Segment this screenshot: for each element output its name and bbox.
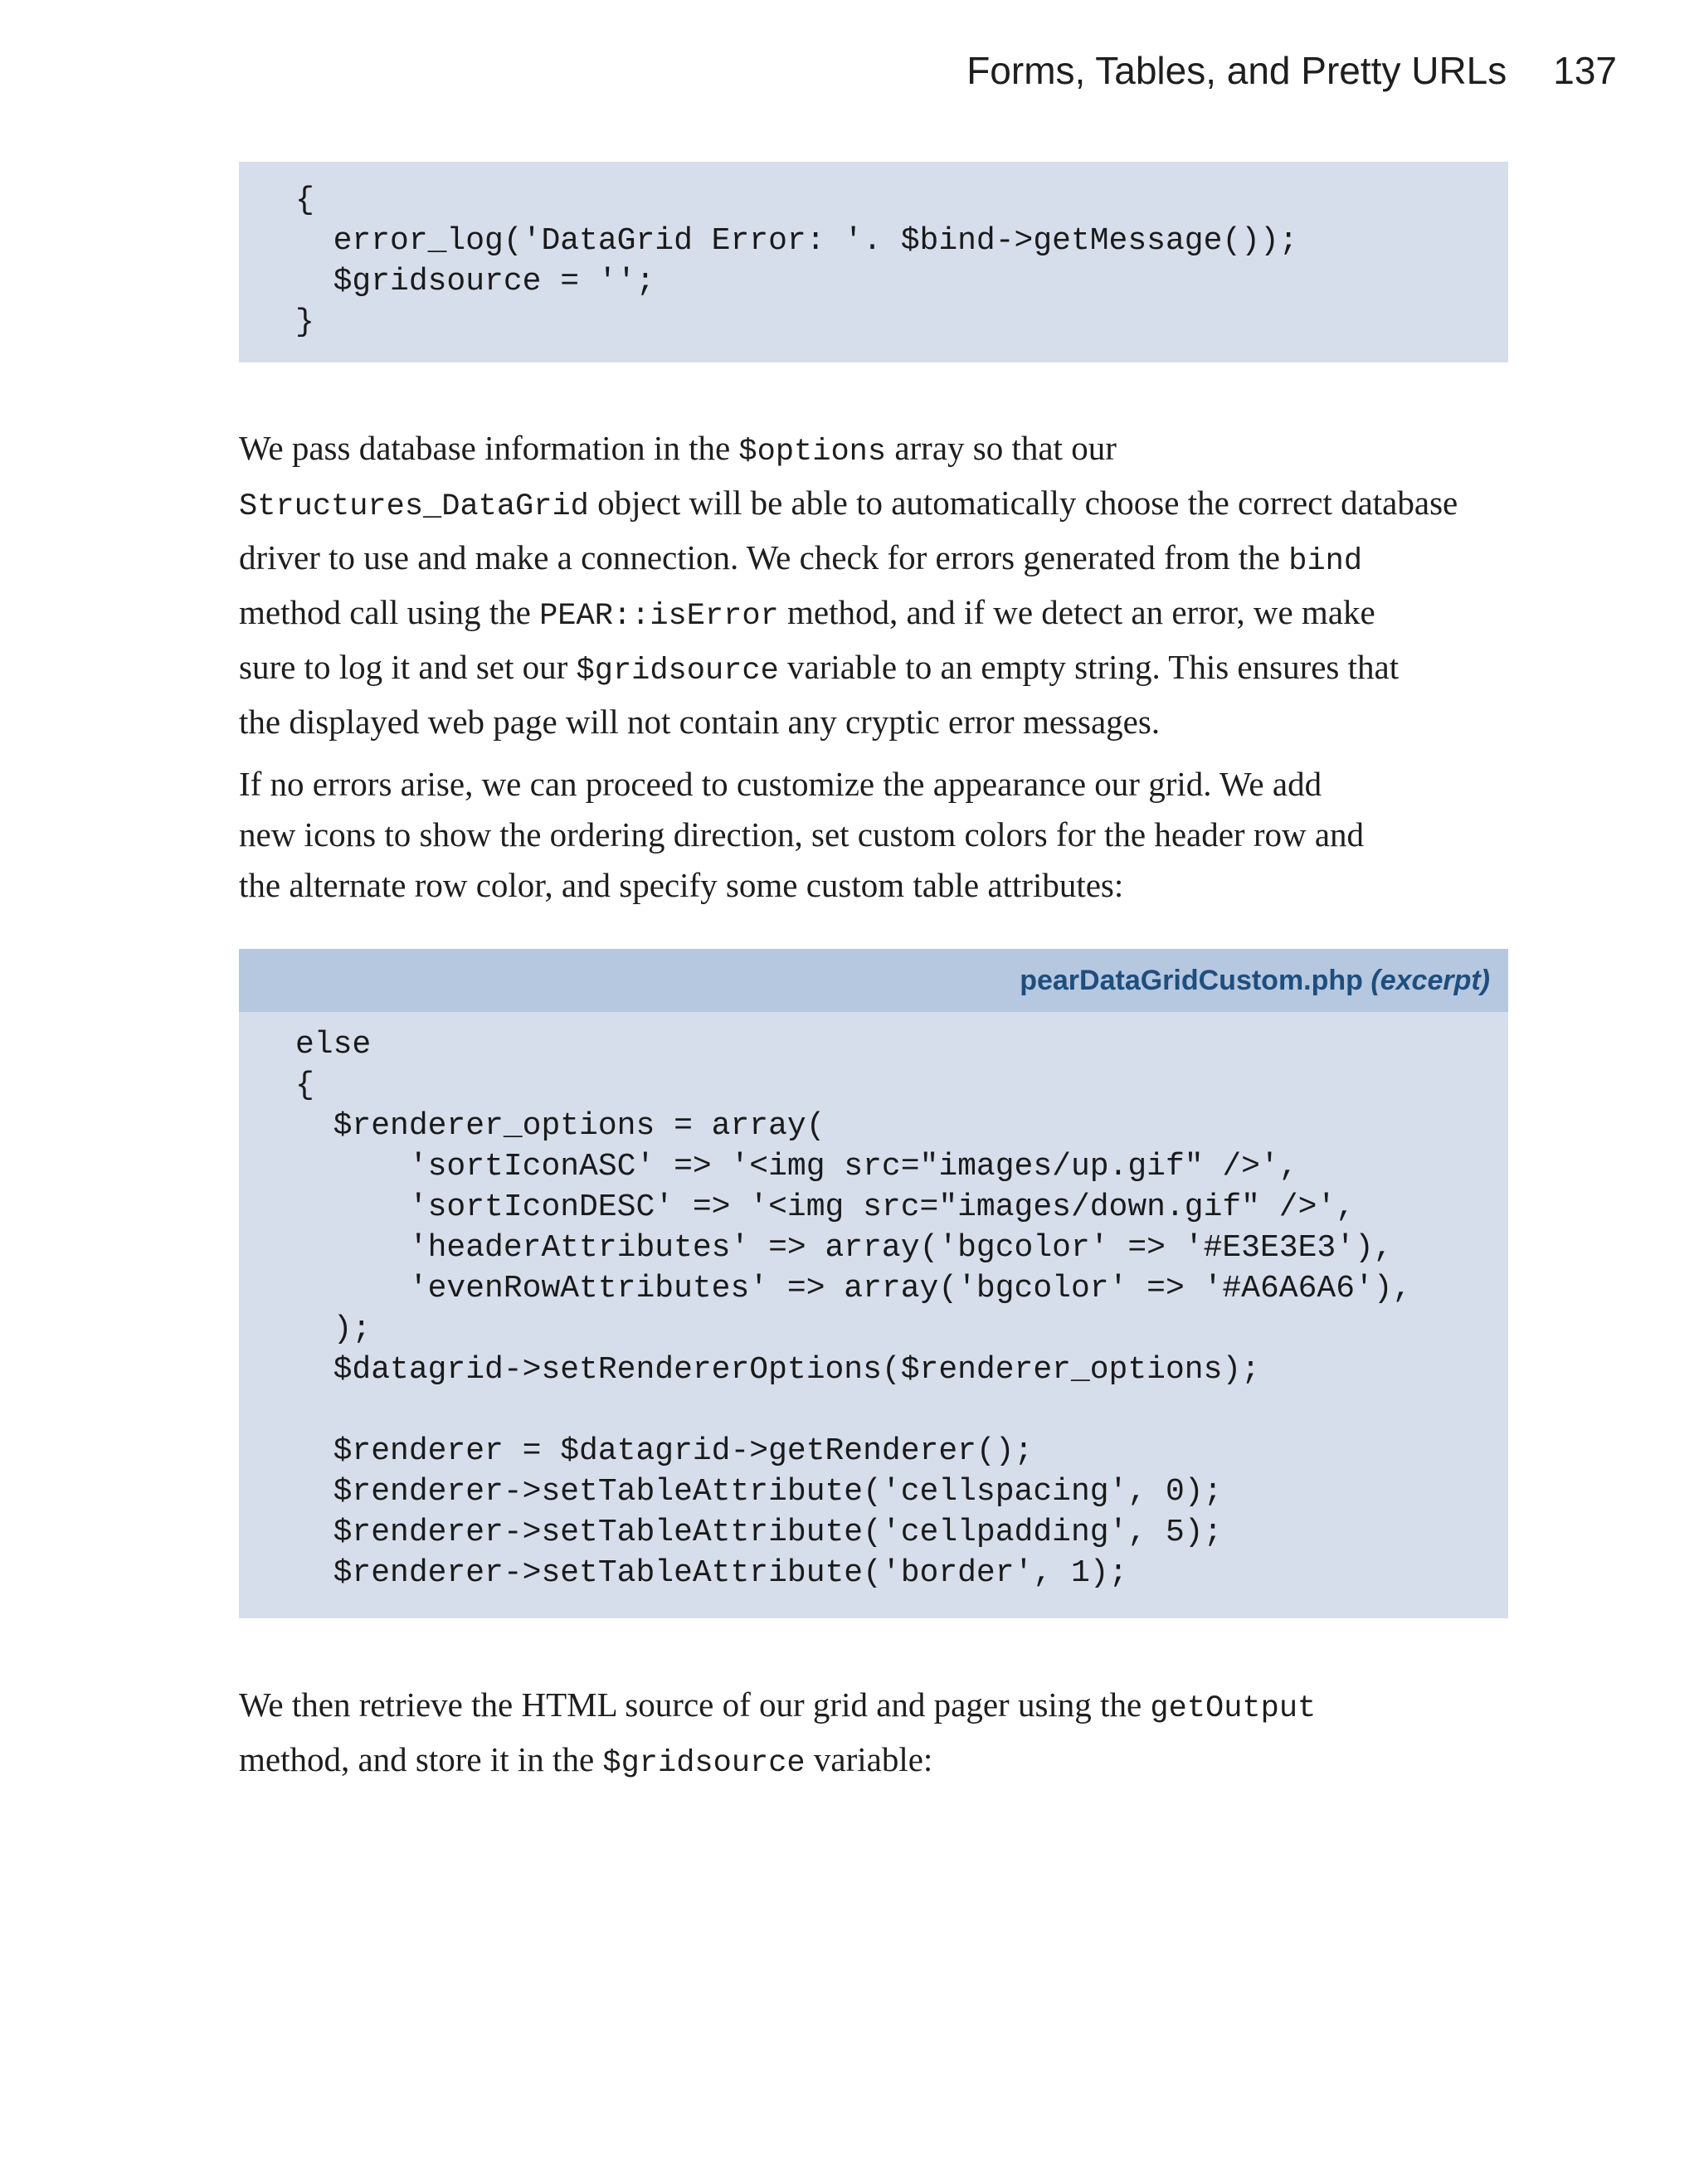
inline-code: $gridsource — [602, 1746, 806, 1781]
text-run: method, and if we detect an error, we make — [778, 593, 1375, 631]
text-line — [239, 1734, 1516, 1789]
text-line — [239, 533, 1516, 587]
text-line: If no errors arise, we can proceed to customize the appearance our grid. We add — [239, 765, 1322, 803]
body-paragraph-customize — [239, 759, 1516, 911]
text-run: method, and store it in the — [239, 1740, 603, 1778]
text-line — [239, 478, 1516, 533]
text-line — [239, 423, 1516, 478]
inline-code: $gridsource — [576, 654, 779, 688]
code-caption — [239, 949, 1508, 1012]
inline-code: getOutput — [1150, 1691, 1317, 1726]
text-run: object will be able to automatically choose the correct database — [588, 484, 1458, 522]
text-run: variable: — [805, 1740, 933, 1778]
inline-code: bind — [1288, 544, 1363, 579]
page-number: 137 — [1553, 49, 1617, 92]
text-run: driver to use and make a connection. We check for errors generated from the — [239, 538, 1289, 576]
text-line: new icons to show the ordering direction, set custom colors for the header row and — [239, 815, 1365, 854]
text-run: We pass database information in the — [239, 429, 739, 467]
body-paragraph-options — [239, 423, 1516, 747]
text-line — [239, 697, 1516, 747]
text-run: sure to log it and set our — [239, 648, 577, 686]
running-header — [966, 48, 1617, 93]
inline-code: Structures_DataGrid — [239, 489, 589, 524]
inline-code: PEAR::isError — [539, 599, 779, 634]
code-listing: else { $renderer_options = array( 'sortIconASC' => '<img src="images/up.gif" />', 'sortIconDESC' => '<img src="images/down.gif" />', 'headerAttributes' => array('bgcolor' => '#E3E3E3'), 'evenRowAttributes' => array('bgcolor' => '#A6A6A6'), ); $datagrid->setRendererOptions($renderer_options); $renderer = $datagrid->getRenderer(); $renderer->setTableAttribute('cellspacing', 0); $renderer->setTableAttribute('cellpadding', 5); $renderer->setTableAttribute('border', 1); — [295, 1027, 1412, 1591]
code-caption-note: (excerpt) — [1370, 965, 1490, 996]
text-run: the displayed web page will not contain any cryptic error messages. — [239, 703, 1161, 741]
text-run: We then retrieve the HTML source of our grid and pager using the — [239, 1685, 1151, 1724]
code-block-error-handling — [239, 162, 1508, 362]
text-line: the alternate row color, and specify some custom table attributes: — [239, 866, 1124, 904]
text-line — [239, 1680, 1516, 1734]
inline-code: $options — [738, 435, 887, 469]
text-run: array so that our — [886, 429, 1117, 467]
body-paragraph-getoutput — [239, 1680, 1516, 1789]
text-line — [239, 587, 1516, 642]
text-run: variable to an empty string. This ensures that — [778, 648, 1400, 686]
chapter-title: Forms, Tables, and Pretty URLs — [966, 49, 1507, 92]
code-listing: { error_log('DataGrid Error: '. $bind->getMessage()); $gridsource = ''; } — [295, 182, 1298, 340]
code-filename: pearDataGridCustom.php — [1020, 965, 1363, 996]
text-run: method call using the — [239, 593, 540, 631]
text-line — [239, 642, 1516, 697]
code-block-renderer-options — [239, 949, 1508, 1618]
